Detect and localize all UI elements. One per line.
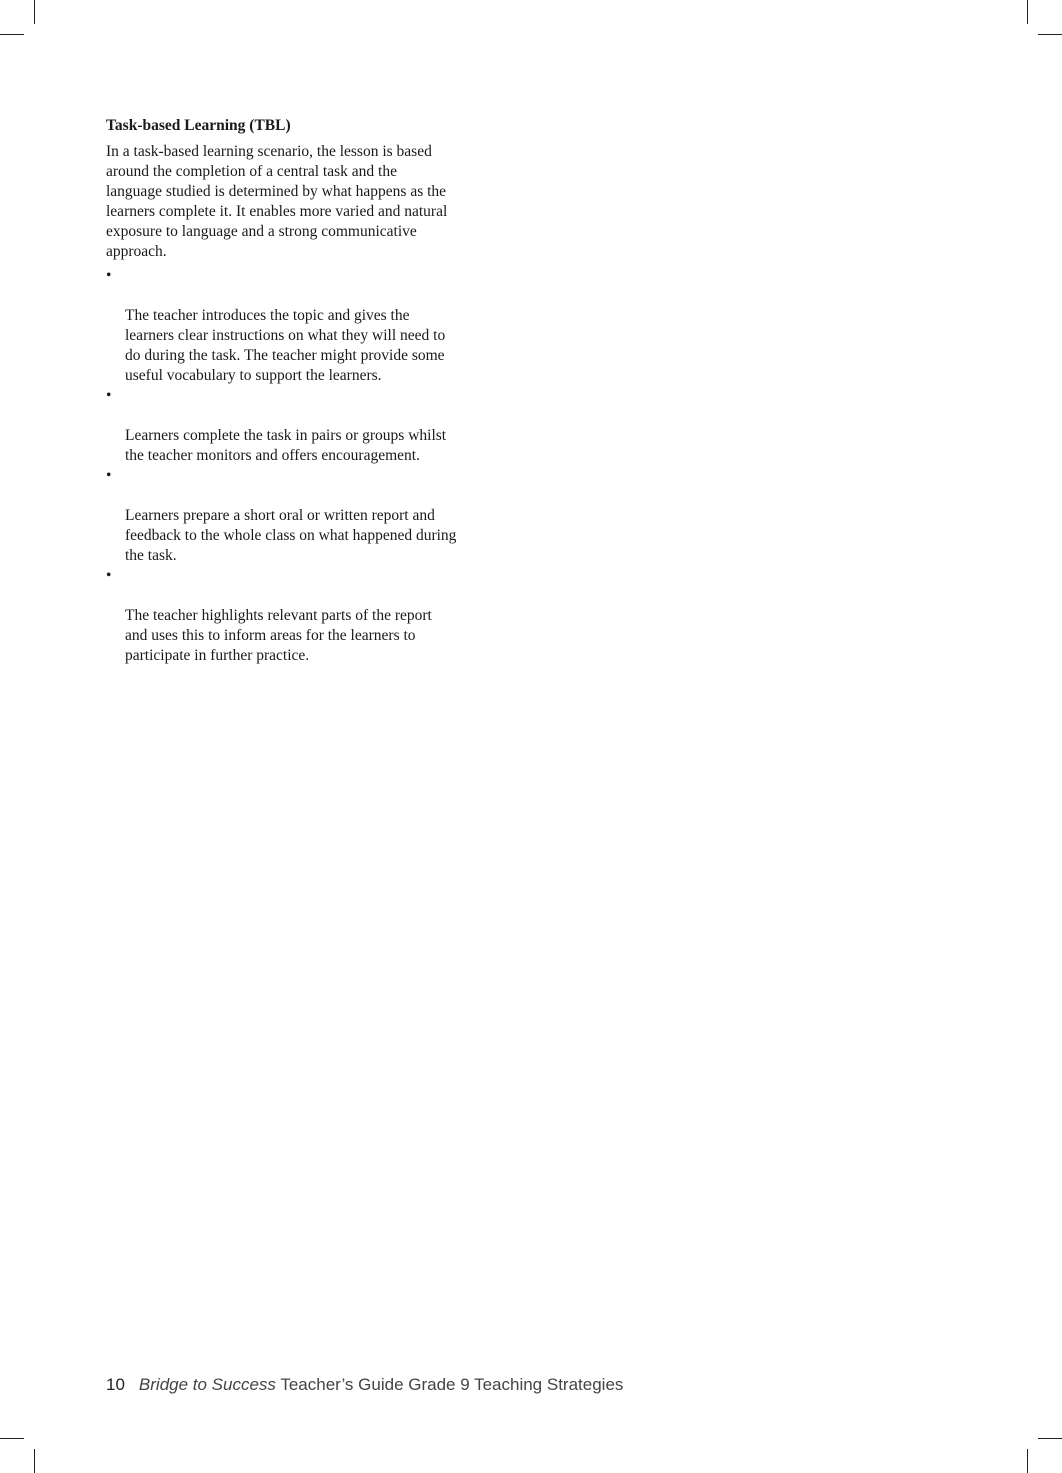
bullet-item xyxy=(106,266,506,386)
crop-mark-top-left-vertical xyxy=(34,0,35,24)
bullet-text: Learners prepare a short oral or written report and feedback to the whole class on what happened during the task. xyxy=(125,507,457,564)
crop-mark-top-right-vertical xyxy=(1027,0,1028,24)
crop-mark-bottom-right-vertical xyxy=(1027,1449,1028,1473)
footer-subtitle: Teacher’s Guide Grade 9 Teaching Strategies xyxy=(275,1375,624,1394)
tbl-section xyxy=(106,116,506,666)
section-heading: Task-based Learning (TBL) xyxy=(106,117,291,134)
book-title: Bridge to Success xyxy=(138,1375,276,1394)
bullet-text: Learners complete the task in pairs or groups whilst the teacher monitors and offers encouragement. xyxy=(125,427,447,464)
crop-mark-top-right-horizontal xyxy=(1038,34,1062,35)
bullet-icon: • xyxy=(106,387,112,404)
crop-mark-bottom-right-horizontal xyxy=(1038,1438,1062,1439)
bullet-icon: • xyxy=(106,267,112,284)
bullet-text: The teacher highlights relevant parts of the report and uses this to inform areas for the learners to participate in further practice. xyxy=(125,607,432,664)
page-footer xyxy=(106,1374,623,1396)
bullet-item xyxy=(106,566,506,666)
bullet-icon: • xyxy=(106,567,112,584)
bullet-icon: • xyxy=(106,467,112,484)
crop-mark-bottom-left-horizontal xyxy=(0,1438,24,1439)
bullet-item xyxy=(106,466,506,566)
bullet-text: The teacher introduces the topic and gives the learners clear instructions on what they will need to do during the task. The teacher might provide some useful vocabulary to support the learners. xyxy=(125,307,446,384)
crop-mark-bottom-left-vertical xyxy=(34,1449,35,1473)
bullet-item xyxy=(106,386,506,466)
bullet-list xyxy=(106,266,506,666)
section-intro-paragraph: In a task-based learning scenario, the lesson is based around the completion of a central task and the language studied is determined by what happens as the learners complete it. It enables more varied and natural exposure to language and a strong communicative approach. xyxy=(106,143,448,260)
crop-mark-top-left-horizontal xyxy=(0,34,24,35)
page-number: 10 xyxy=(106,1375,125,1394)
